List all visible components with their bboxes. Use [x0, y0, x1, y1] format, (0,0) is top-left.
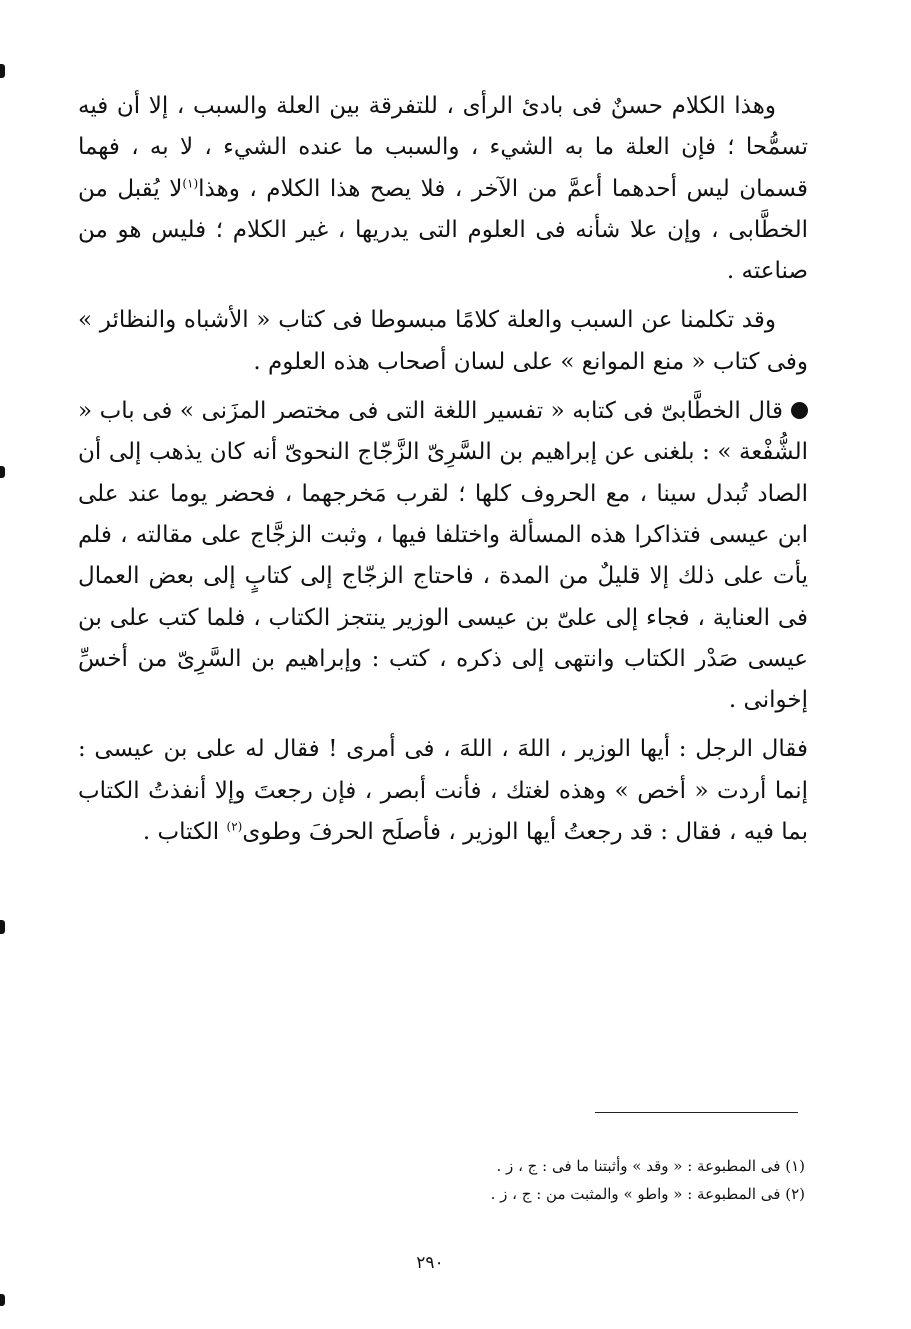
paragraph-4-end: الكتاب .	[142, 819, 220, 846]
paragraph-3	[78, 391, 808, 721]
bullet-dot-icon	[791, 402, 808, 419]
main-text	[78, 86, 808, 853]
scan-edge-mark	[0, 920, 5, 934]
footnote-ref-1: (١)	[182, 175, 199, 190]
paragraph-4	[78, 729, 808, 853]
paragraph-1-text: وهذا الكلام حسنٌ فى بادئ الرأى ، للتفرقة بين العلة والسبب ، إلا أن فيه تسمُّحا ؛ فإن العلة ما به الشيء ، والسبب ما عنده الشيء ، لا به ، فهما قسمان ليس أحدهما أعمَّ من الآخر ، فلا يصح هذا الكلام ، وهذا	[78, 93, 808, 202]
paragraph-4-text: فقال الرجل : أيها الوزير ، اللهَ ، اللهَ ، فى أمرى ! فقال له على بن عيسى : إنما أردت « أخص » وهذه لغتك ، فأنت أبصر ، فإن رجعتَ وإلا أنفذتُ الكتاب بما فيه ، فقال : قد رجعتُ أيها الوزير ، فأصلَح الحرفَ وطوى	[78, 736, 808, 846]
footnote-divider	[595, 1112, 798, 1113]
paragraph-1-end: لا يُقبل من الخطَّابى ، وإن علا شأنه فى العلوم التى يدريها ، غير الكلام ؛ فليس هو من صناعته .	[78, 175, 808, 285]
footnote-ref-2: (٢)	[226, 819, 243, 834]
paragraph-3-text: قال الخطَّابىّ فى كتابه « تفسير اللغة التى فى مختصر المزَنى » فى باب « الشُّفْعة » : بلغنى عن إبراهيم بن السَّرِىّ الزَّجّاج النحوىّ أنه كان يذهب إلى أن الصاد تُبدل سينا ، مع الحروف كلها ؛ لقرب مَخرجهما ، فحضر يوما عند على ابن عيسى فتذاكرا هذه المسألة واختلفا فيها ، وثبت الزجَّاج على مقالته ، فلم يأت على ذلك إلا قليلٌ من المدة ، فاحتاج الزجّاج إلى كتابٍ إلى بعض العمال فى العناية ، فجاء إلى علىّ بن عيسى الوزير ينتجز الكتاب ، فلما كتب على بن عيسى صَدْر الكتاب وانتهى إلى ذكره ، كتب : وإبراهيم بن السَّرِىّ من أخسِّ إخوانى .	[78, 398, 808, 714]
footnote-2: (٢) فى المطبوعة : « واطو » والمثبت من : ج ، ز .	[490, 1185, 805, 1203]
footnotes	[300, 1152, 805, 1208]
scan-edge-mark	[0, 466, 5, 478]
paragraph-1	[78, 86, 808, 292]
paragraph-2: وقد تكلمنا عن السبب والعلة كلامًا مبسوطا فى كتاب « الأشباه والنظائر » وفى كتاب « منع الموانع » على لسان أصحاب هذه العلوم .	[78, 307, 808, 375]
scan-edge-mark	[0, 64, 5, 78]
footnote-1: (١) فى المطبوعة : « وقد » وأثبتنا ما فى : ج ، ز .	[496, 1157, 805, 1175]
page-number: ٢٩٠	[416, 1253, 444, 1273]
scan-edge-mark	[0, 1294, 5, 1306]
